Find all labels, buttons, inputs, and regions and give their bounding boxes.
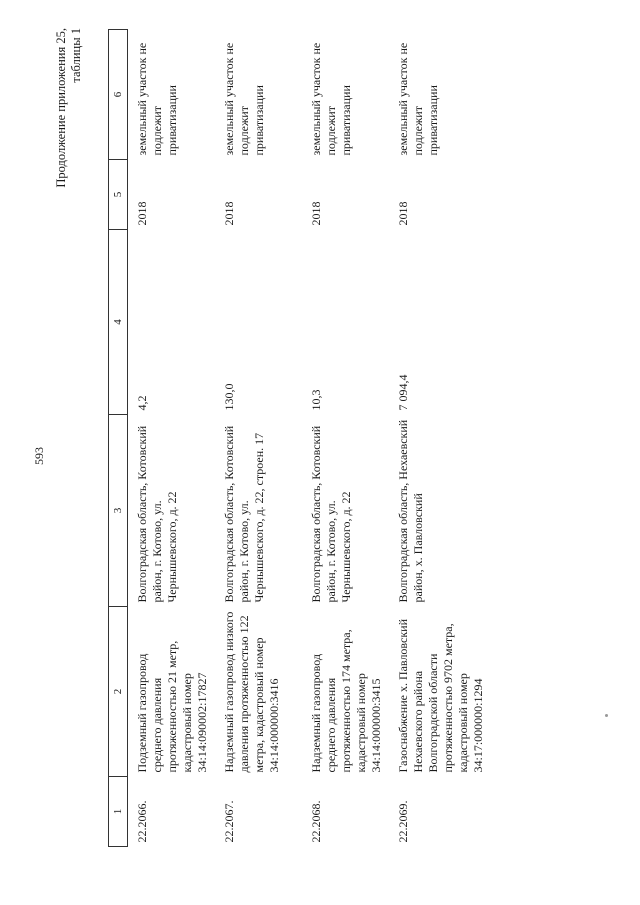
object-address: Волгоградская область, Нехаевский район, х. Павловский — [396, 419, 425, 603]
table-row — [128, 30, 216, 847]
table-caption — [54, 28, 84, 348]
header-col-4: 4 — [109, 230, 128, 415]
header-col-2: 2 — [109, 607, 128, 777]
header-col-5: 5 — [109, 160, 128, 230]
caption-line-2: таблицы 1 — [69, 28, 83, 83]
object-note: земельный участок не подлежит приватизации — [222, 42, 266, 156]
object-address: Волгоградская область, Котовский район, г. Котово, ул. Чернышевского, д. 22 — [309, 425, 353, 603]
object-value: 4,2 — [135, 395, 149, 411]
object-address: Волгоградская область, Котовский район, г. Котово, ул. Чернышевского, д. 22, строен. 17 — [222, 425, 266, 603]
object-value: 10,3 — [309, 389, 323, 411]
object-year: 2018 — [309, 201, 323, 226]
object-year: 2018 — [222, 201, 236, 226]
row-number: 22.2067. — [222, 800, 236, 843]
object-address: Волгоградская область, Котовский район, г. Котово, ул. Чернышевского, д. 22 — [135, 425, 179, 603]
row-number: 22.2066. — [135, 800, 149, 843]
page-number: 593 — [32, 447, 46, 465]
object-year: 2018 — [396, 201, 410, 226]
object-note: земельный участок не подлежит приватизации — [396, 42, 440, 156]
object-note: земельный участок не подлежит приватизации — [135, 42, 179, 156]
object-note: земельный участок не подлежит приватизации — [309, 42, 353, 156]
object-value: 7 094,4 — [396, 374, 410, 411]
table-row — [389, 30, 488, 847]
table-row — [302, 30, 389, 847]
header-col-6: 6 — [109, 30, 128, 160]
caption-line-1: Продолжение приложения 25, — [54, 28, 68, 188]
scan-speck — [605, 714, 608, 717]
row-number: 22.2068. — [309, 800, 323, 843]
object-name: Подземный газопровод среднего давления протяженностью 21 метр, кадастровый номер 34:14:090002:17827 — [135, 640, 209, 773]
header-col-1: 1 — [109, 777, 128, 847]
header-col-3: 3 — [109, 415, 128, 607]
table-row — [215, 30, 302, 847]
table-header-row — [109, 30, 128, 847]
row-number: 22.2069. — [396, 800, 410, 843]
object-year: 2018 — [135, 201, 149, 226]
property-table — [108, 29, 488, 847]
object-name: Надземный газопровод низкого давления протяженностью 122 метра, кадастровый номер 34:14:000000:3416 — [222, 611, 281, 773]
object-name: Газоснабжение х. Павловский Нехаевского района Волгоградской области протяженностью 9702 метра, кадастровый номер 34:17:000000:1294 — [396, 618, 485, 773]
object-value: 130,0 — [222, 383, 236, 411]
object-name: Надземный газопровод среднего давления протяженностью 174 метра, кадастровый номер 34:14:000000:3415 — [309, 629, 383, 773]
